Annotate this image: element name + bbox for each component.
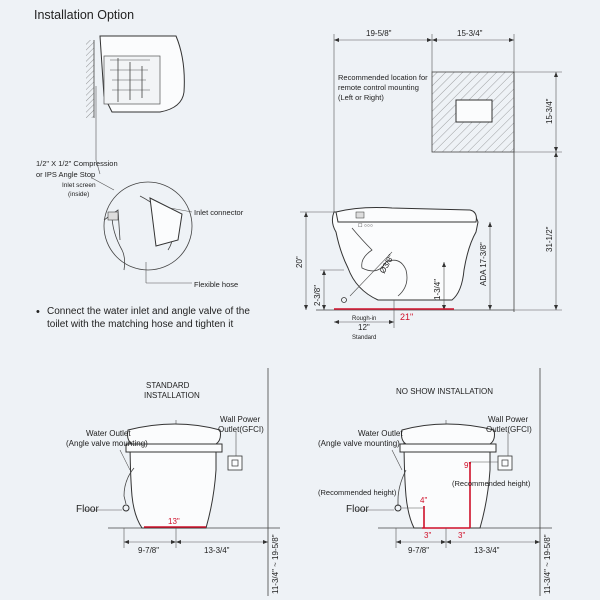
- dim-width-right: 15-3/4": [457, 29, 483, 38]
- remote-note-2: remote control mounting: [338, 83, 419, 92]
- compression-label-2: or IPS Angle Stop: [36, 170, 96, 179]
- compression-label-1: 1/2" X 1/2" Compression: [36, 159, 118, 168]
- instruction-bullet: •: [36, 306, 40, 318]
- inlet-connector-label: Inlet connector: [194, 208, 244, 217]
- dim-ada: ADA 17-3/8": [479, 242, 488, 286]
- no-show-water-outlet-1: Water Outlet: [358, 429, 403, 438]
- instruction-line-1: Connect the water inlet and angle valve of the: [47, 306, 250, 317]
- page-title: Installation Option: [34, 8, 135, 22]
- dim-2-3-8: 2-3/8": [313, 284, 322, 306]
- no-show-dim-3-left: 3": [424, 531, 432, 540]
- no-show-dim-3-right: 3": [458, 531, 466, 540]
- inlet-screen-label-2: (inside): [68, 191, 90, 198]
- flexible-hose-label: Flexible hose: [194, 280, 239, 289]
- dim-20: 20": [295, 256, 304, 268]
- no-show-dim-9: 9": [464, 461, 472, 470]
- wall-power-outlet-no-show: [498, 456, 512, 470]
- standard-heading-1: STANDARD: [146, 381, 190, 390]
- standard-label: Standard: [352, 335, 377, 341]
- remote-note-3: (Left or Right): [338, 93, 384, 102]
- dim-outlet-diameter: Ø3/8": [377, 253, 396, 275]
- standard-dim-vertical: 11-3/4" ~ 19-5/8": [271, 534, 280, 594]
- standard-wall-power-1: Wall Power: [220, 415, 261, 424]
- dim-1-3-4: 1-3/4": [433, 278, 442, 300]
- no-show-recommended-left: (Recommended height): [318, 488, 397, 497]
- wall-hatch: [86, 40, 94, 118]
- no-show-wall-power-1: Wall Power: [488, 415, 529, 424]
- standard-installation-drawing: [84, 368, 280, 596]
- no-show-floor-label: Floor: [346, 504, 369, 515]
- standard-dim-9-7-8: 9-7/8": [138, 546, 160, 555]
- rough-in-label: Rough-in: [352, 316, 377, 322]
- no-show-heading: NO SHOW INSTALLATION: [396, 387, 494, 396]
- dim-remote-height: 15-3/4": [545, 98, 554, 124]
- dim-21: 21": [400, 312, 414, 322]
- standard-water-outlet-1: Water Outlet: [86, 429, 131, 438]
- dim-total-height: 31-1/2": [545, 226, 554, 252]
- standard-wall-power-2: Outlet(GFCI): [218, 425, 264, 434]
- wall-power-outlet-standard: [228, 456, 242, 470]
- remote-note-1: Recommended location for: [338, 73, 428, 82]
- standard-water-outlet-2: (Angle valve mounting): [66, 439, 148, 448]
- no-show-wall-power-2: Outlet(GFCI): [486, 425, 532, 434]
- standard-dim-13-3-4: 13-3/4": [204, 546, 230, 555]
- dim-width-left: 19-5/8": [366, 29, 392, 38]
- inlet-screen-label-1: Inlet screen: [62, 182, 96, 189]
- no-show-dim-vertical: 11-3/4" ~ 19-5/8": [543, 534, 552, 594]
- standard-dim-13: 13": [168, 517, 180, 526]
- standard-floor-label: Floor: [76, 504, 99, 515]
- no-show-water-outlet-2: (Angle valve mounting): [318, 439, 400, 448]
- remote-control-box: [456, 100, 492, 122]
- svg-text:☐ ○○○: ☐ ○○○: [358, 223, 373, 229]
- no-show-recommended-right: (Recommended height): [452, 479, 531, 488]
- no-show-dim-13-3-4: 13-3/4": [474, 546, 500, 555]
- rough-in-value: 12": [358, 323, 370, 332]
- no-show-dim-4: 4": [420, 496, 428, 505]
- no-show-dim-9-7-8: 9-7/8": [408, 546, 430, 555]
- standard-heading-2: INSTALLATION: [144, 391, 200, 400]
- instruction-line-2: toilet with the matching hose and tighten it: [47, 319, 234, 330]
